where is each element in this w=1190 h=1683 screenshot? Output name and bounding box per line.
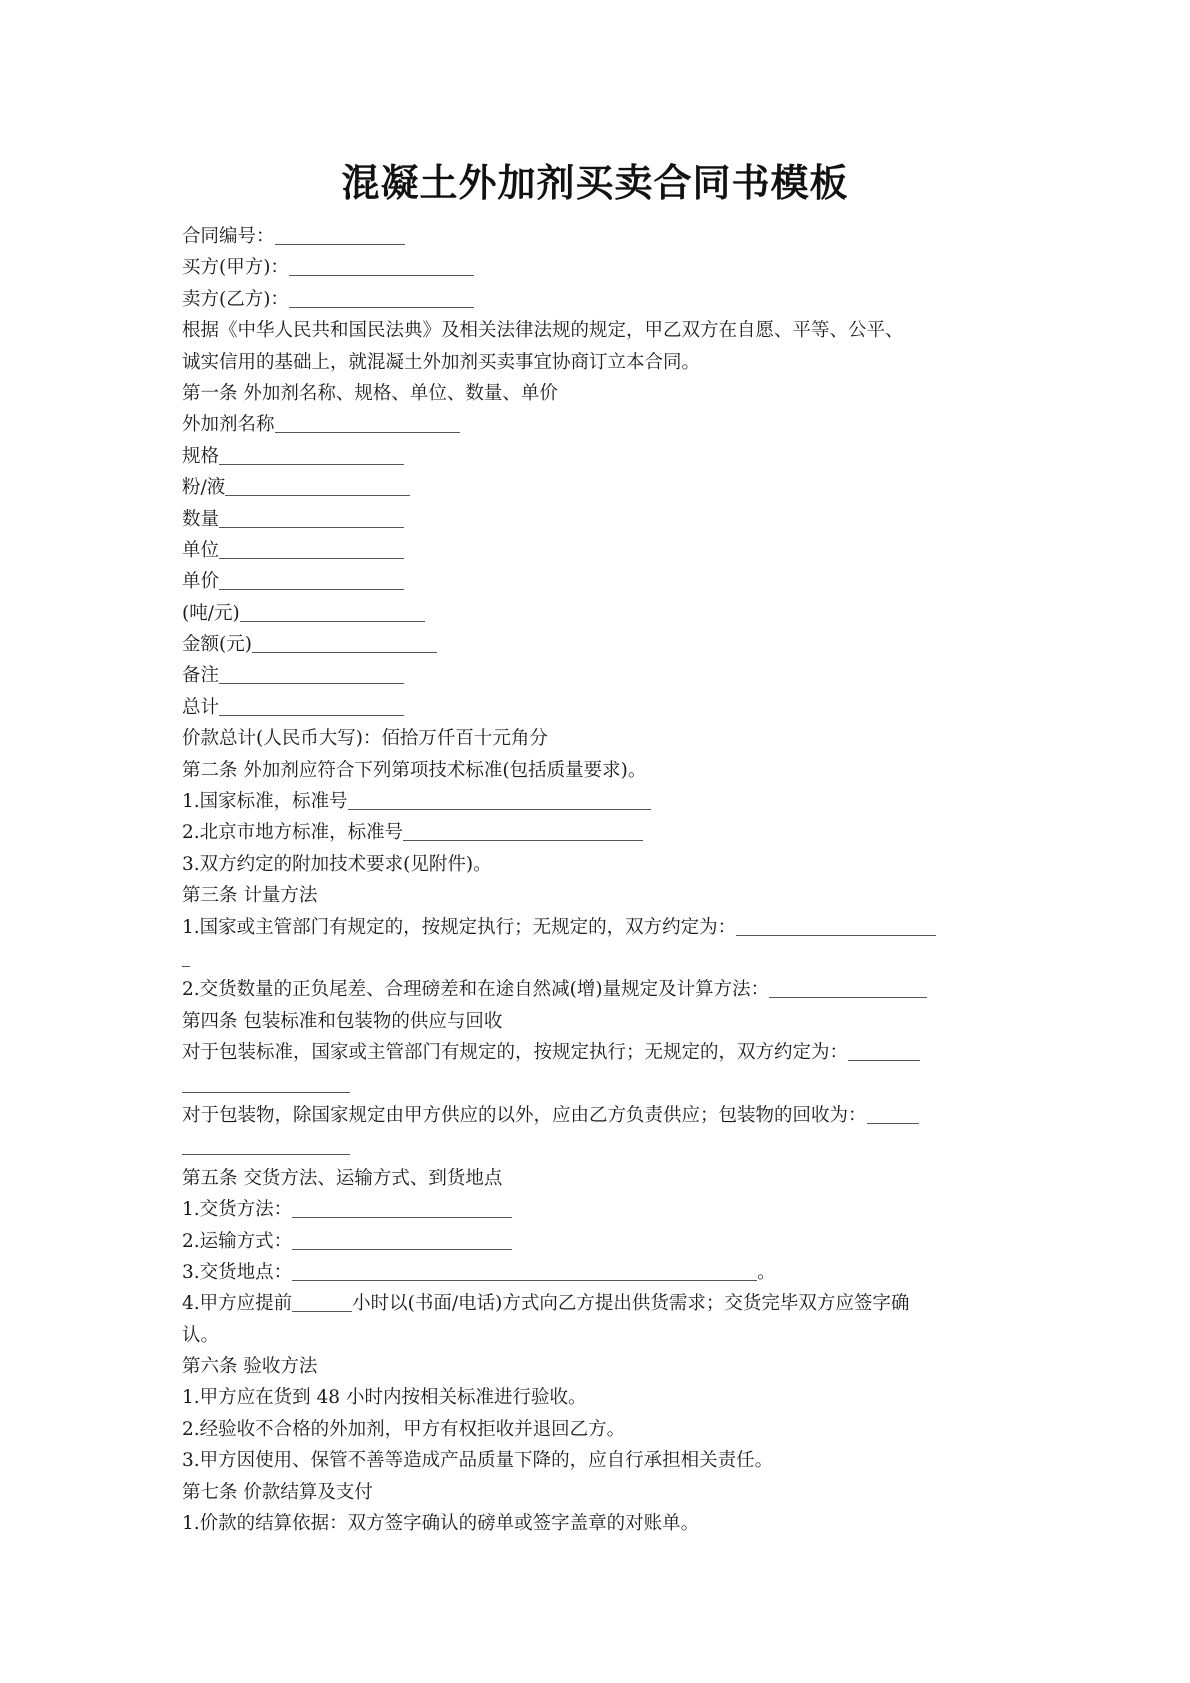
line-text: 3.交货地点： — [182, 1261, 293, 1283]
fill-in-blank[interactable] — [289, 255, 474, 276]
document-body — [182, 221, 1017, 1539]
document-line — [182, 943, 1017, 974]
document-line — [182, 692, 1017, 723]
fill-in-blank[interactable] — [769, 977, 927, 998]
line-text: 4.甲方应提前 — [182, 1293, 293, 1315]
line-text: 对于包装物，除国家规定由甲方供应的以外，应由乙方负责供应；包装物的回收为： — [182, 1104, 867, 1126]
document-line — [182, 409, 1017, 440]
fill-in-blank[interactable] — [219, 663, 404, 684]
line-text: 3.双方约定的附加技术要求(见附件)。 — [182, 853, 492, 875]
line-text: 第三条 计量方法 — [182, 885, 318, 907]
document-line — [182, 566, 1017, 597]
document-title: 混凝土外加剂买卖合同书模板 — [341, 161, 849, 205]
fill-in-blank[interactable] — [292, 1291, 352, 1312]
document-line — [182, 1320, 1017, 1351]
line-text: 2.运输方式： — [182, 1230, 293, 1252]
fill-in-blank[interactable] — [736, 915, 936, 936]
line-suffix: 小时以(书面/电话)方式向乙方提出供货需求；交货完毕双方应签字确 — [352, 1293, 910, 1315]
line-text: (吨/元) — [182, 602, 240, 624]
document-line — [182, 504, 1017, 535]
fill-in-blank[interactable] — [182, 1072, 350, 1093]
line-text: 金额(元) — [182, 634, 252, 656]
line-text: 第七条 价款结算及支付 — [182, 1481, 373, 1503]
document-line — [182, 315, 1017, 346]
line-text: 3.甲方因使用、保管不善等造成产品质量下降的，应自行承担相关责任。 — [182, 1450, 774, 1472]
fill-in-blank[interactable] — [252, 632, 437, 653]
line-text: 数量 — [182, 508, 220, 530]
fill-in-blank[interactable] — [219, 695, 404, 716]
document-line — [182, 1226, 1017, 1257]
line-text: 1.甲方应在货到 48 小时内按相关标准进行验收。 — [182, 1387, 587, 1409]
line-text: 2.北京市地方标准，标准号 — [182, 822, 404, 844]
line-text: 第四条 包装标准和包装物的供应与回收 — [182, 1010, 503, 1032]
line-text: 1.国家标准，标准号 — [182, 791, 348, 813]
line-text: 粉/液 — [182, 477, 226, 499]
line-text: 外加剂名称 — [182, 414, 275, 436]
fill-in-blank[interactable] — [867, 1103, 919, 1124]
line-text: 2.经验收不合格的外加剂，甲方有权拒收并退回乙方。 — [182, 1418, 626, 1440]
document-line — [182, 1194, 1017, 1225]
line-text: 卖方(乙方)： — [182, 288, 289, 310]
document-line — [182, 1508, 1017, 1539]
fill-in-blank[interactable] — [182, 946, 190, 967]
line-text: 第五条 交货方法、运输方式、到货地点 — [182, 1167, 503, 1189]
fill-in-blank[interactable] — [348, 789, 651, 810]
document-line — [182, 817, 1017, 848]
document-line — [182, 880, 1017, 911]
document-line — [182, 1131, 1017, 1162]
document-line — [182, 723, 1017, 754]
fill-in-blank[interactable] — [292, 1197, 512, 1218]
fill-in-blank[interactable] — [848, 1040, 920, 1061]
document-line — [182, 347, 1017, 378]
document-line — [182, 1100, 1017, 1131]
document-line — [182, 221, 1017, 252]
document-line — [182, 629, 1017, 660]
line-text: 1.价款的结算依据：双方签字确认的磅单或签字盖章的对账单。 — [182, 1513, 700, 1535]
fill-in-blank[interactable] — [225, 475, 410, 496]
document-line — [182, 660, 1017, 691]
line-text: 买方(甲方)： — [182, 257, 289, 279]
document-line — [182, 1382, 1017, 1413]
line-text: 备注 — [182, 665, 220, 687]
document-line — [182, 1414, 1017, 1445]
line-text: 规格 — [182, 445, 220, 467]
fill-in-blank[interactable] — [275, 224, 405, 245]
document-line — [182, 284, 1017, 315]
document-line — [182, 849, 1017, 880]
document-line — [182, 378, 1017, 409]
document-line — [182, 1257, 1017, 1288]
document-line — [182, 441, 1017, 472]
document-line — [182, 472, 1017, 503]
fill-in-blank[interactable] — [219, 569, 404, 590]
document-line — [182, 1006, 1017, 1037]
document-line — [182, 1477, 1017, 1508]
line-text: 合同编号： — [182, 226, 275, 247]
document-line — [182, 1037, 1017, 1068]
fill-in-blank[interactable] — [219, 444, 404, 465]
document-line — [182, 1445, 1017, 1476]
line-text: 2.交货数量的正负尾差、合理磅差和在途自然减(增)量规定及计算方法： — [182, 979, 770, 1001]
line-text: 认。 — [182, 1324, 220, 1346]
line-text: 单价 — [182, 571, 220, 593]
fill-in-blank[interactable] — [219, 538, 404, 559]
document-line — [182, 912, 1017, 943]
fill-in-blank[interactable] — [292, 1260, 757, 1281]
line-text: 价款总计(人民币大写)：佰拾万仟百十元角分 — [182, 728, 548, 750]
line-text: 1.国家或主管部门有规定的，按规定执行；无规定的，双方约定为： — [182, 916, 737, 938]
document-line — [182, 252, 1017, 283]
fill-in-blank[interactable] — [275, 412, 460, 433]
line-text: 第二条 外加剂应符合下列第项技术标准(包括质量要求)。 — [182, 759, 647, 781]
fill-in-blank[interactable] — [182, 1134, 350, 1155]
document-line — [182, 598, 1017, 629]
document-line — [182, 1069, 1017, 1100]
document-line — [182, 755, 1017, 786]
fill-in-blank[interactable] — [292, 1229, 512, 1250]
line-text: 诚实信用的基础上，就混凝土外加剂买卖事宜协商订立本合同。 — [182, 351, 701, 373]
document-line — [182, 1163, 1017, 1194]
fill-in-blank[interactable] — [289, 287, 474, 308]
fill-in-blank[interactable] — [240, 601, 425, 622]
line-text: 1.交货方法： — [182, 1199, 293, 1221]
document-line — [182, 1288, 1017, 1319]
line-text: 根据《中华人民共和国民法典》及相关法律法规的规定，甲乙双方在自愿、平等、公平、 — [182, 320, 904, 342]
document-line — [182, 1351, 1017, 1382]
line-text: 单位 — [182, 539, 220, 561]
fill-in-blank[interactable] — [219, 507, 404, 528]
line-suffix: 。 — [757, 1261, 776, 1283]
line-text: 第一条 外加剂名称、规格、单位、数量、单价 — [182, 382, 558, 404]
line-text: 总计 — [182, 696, 220, 718]
fill-in-blank[interactable] — [403, 820, 643, 841]
document-line — [182, 535, 1017, 566]
line-text: 第六条 验收方法 — [182, 1356, 318, 1378]
document-line — [182, 786, 1017, 817]
line-text: 对于包装标准，国家或主管部门有规定的，按规定执行；无规定的，双方约定为： — [182, 1042, 849, 1064]
document-line — [182, 974, 1017, 1005]
